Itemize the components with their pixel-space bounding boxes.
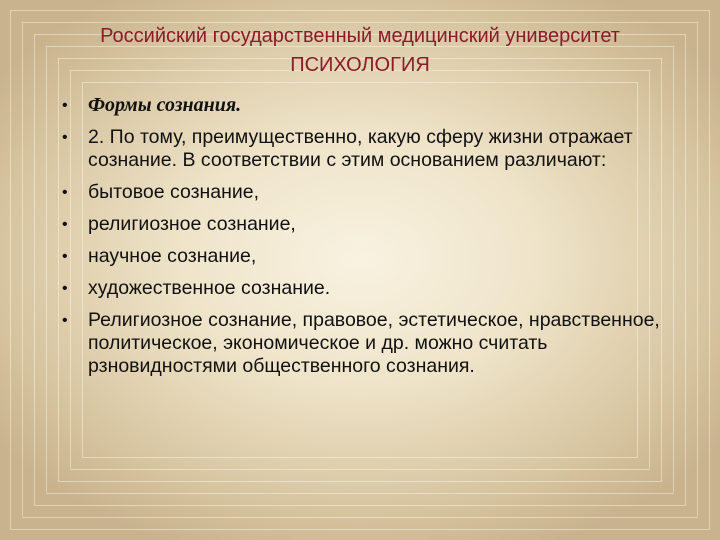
slide-title: [0, 22, 720, 80]
list-item: [62, 181, 662, 204]
bullet-icon: •: [62, 129, 68, 146]
bullet-icon: •: [62, 184, 68, 201]
list-item-text: Религиозное сознание, правовое, эстетическое, нравственное, политическое, экономическое и др. можно считать рзновидностями общественного сознания.: [88, 309, 660, 377]
list-item: [62, 277, 662, 300]
bullet-icon: •: [62, 280, 68, 297]
list-item-text: 2. По тому, преимущественно, какую сферу жизни отражает сознание. В соответствии с этим основанием различают:: [88, 126, 633, 171]
list-item-text: Формы сознания.: [88, 94, 242, 116]
university-name: Российский государственный медицинский университет: [100, 25, 620, 47]
list-item: [62, 94, 662, 117]
list-item-text: научное сознание,: [88, 245, 257, 267]
list-item: [62, 309, 662, 378]
list-item-text: религиозное сознание,: [88, 213, 296, 235]
list-item-text: бытовое сознание,: [88, 181, 260, 203]
bullet-icon: •: [62, 248, 68, 265]
list-item: [62, 245, 662, 268]
bullet-icon: •: [62, 312, 68, 329]
list-item: [62, 126, 662, 172]
bullet-icon: •: [62, 216, 68, 233]
list-item-text: художественное сознание.: [88, 277, 331, 299]
subject-name: ПСИХОЛОГИЯ: [290, 54, 430, 76]
bullet-list: [62, 94, 662, 387]
bullet-icon: •: [62, 97, 68, 114]
list-item: [62, 213, 662, 236]
